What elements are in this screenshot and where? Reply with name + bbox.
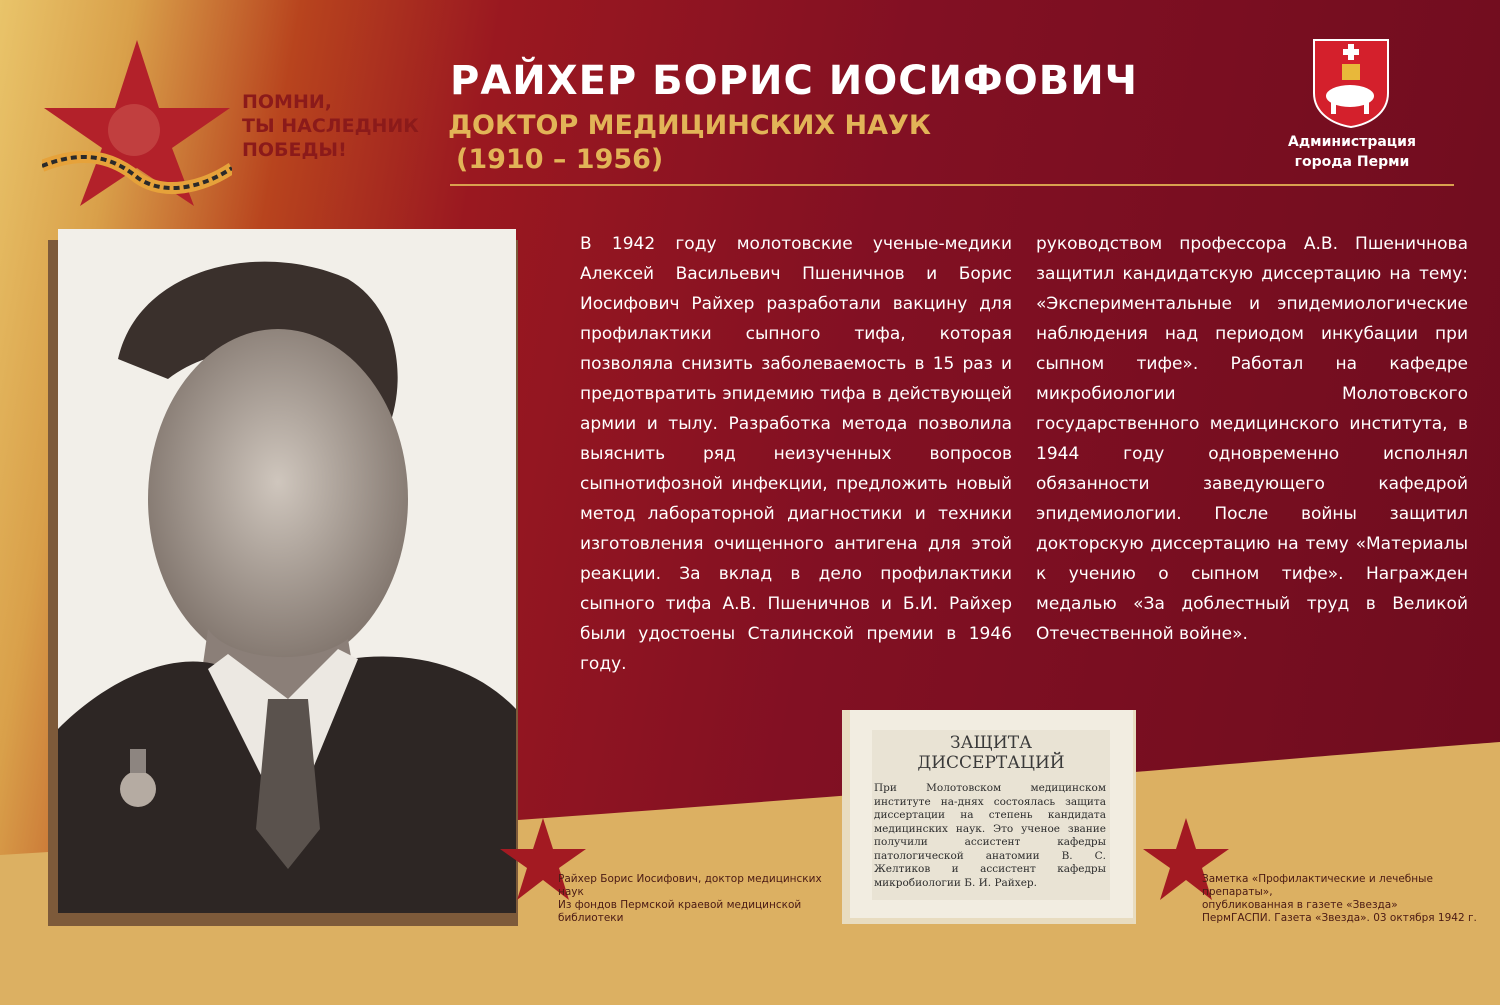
header-divider <box>450 184 1454 186</box>
caption-line: Райхер Борис Иосифович, доктор медицинских наук <box>558 873 822 898</box>
clipping-caption <box>1202 873 1492 925</box>
administration-line: города Перми <box>1294 154 1410 170</box>
life-years: (1910 – 1956) <box>456 144 664 175</box>
slogan <box>242 90 419 162</box>
clipping-headline-line: ЗАЩИТА <box>950 733 1032 753</box>
slogan-line: ТЫ НАСЛЕДНИК <box>242 115 419 137</box>
caption-line: опубликованная в газете «Звезда» <box>1202 899 1398 911</box>
portrait-photo <box>58 229 516 913</box>
biography-column-2: руководством профессора А.В. Пшеничнова защитил кандидатскую диссертацию на тему: «Экспериментальные и эпидемиологические наблюдения над периодом инкубации при сыпном тифе». Работал на кафедре микробиологии Молотовского государственного медицинского института, в 1944 году одновременно исполнял обязанности заведующего кафедрой эпидемиологии. После войны защитил докторскую диссертацию на тему «Материалы к учению о сыпном тифе». Награжден медалью «За доблестный труд в Великой Отечественной войне». <box>1036 234 1468 644</box>
administration-line: Администрация <box>1288 134 1416 150</box>
person-name: РАЙХЕР БОРИС ИОСИФОВИЧ <box>450 58 1138 104</box>
administration-label <box>1278 132 1426 172</box>
slogan-line: ПОБЕДЫ! <box>242 139 347 161</box>
caption-line: библиотеки <box>558 912 624 924</box>
portrait-image <box>58 229 516 913</box>
perm-coat-of-arms-icon <box>1312 38 1390 128</box>
biography-column-1: В 1942 году молотовские ученые-медики Алексей Васильевич Пшеничнов и Борис Иосифович Райхер разработали вакцину для профилактики сыпного тифа, которая позволяла снизить заболеваемость в 15 раз и предотвратить эпидемию тифа в действующей армии и тылу. Разработка метода позволила выяснить ряд неизученных вопросов сыпнотифозной инфекции, предложить новый метод лабораторной диагностики и техники изготовления очищенного антигена для этой реакции. За вклад в дело профилактики сыпного тифа А.В. Пшеничнов и Б.И. Райхер были удостоены Сталинской премии в 1946 году. <box>580 234 1012 674</box>
clipping-headline <box>872 733 1110 773</box>
clipping-text: При Молотовском медицинском институте на-днях состоялась защита диссертации на степень кандидата медицинских наук. Это ученое звание получили ассистент кафедры патологической анатомии В. С. Желтиков и ассистент кафедры микробиологии Б. И. Райхер. <box>874 782 1106 889</box>
caption-line: Заметка «Профилактические и лечебные препараты», <box>1202 873 1433 898</box>
victory-star-logo <box>42 38 232 208</box>
photo-caption <box>558 873 838 925</box>
slogan-line: ПОМНИ, <box>242 91 332 113</box>
clipping-headline-line: ДИССЕРТАЦИЙ <box>917 753 1065 773</box>
caption-line: ПермГАСПИ. Газета «Звезда». 03 октября 1942 г. <box>1202 912 1477 924</box>
caption-line: Из фондов Пермской краевой медицинской <box>558 899 802 911</box>
person-degree: ДОКТОР МЕДИЦИНСКИХ НАУК <box>448 110 931 141</box>
